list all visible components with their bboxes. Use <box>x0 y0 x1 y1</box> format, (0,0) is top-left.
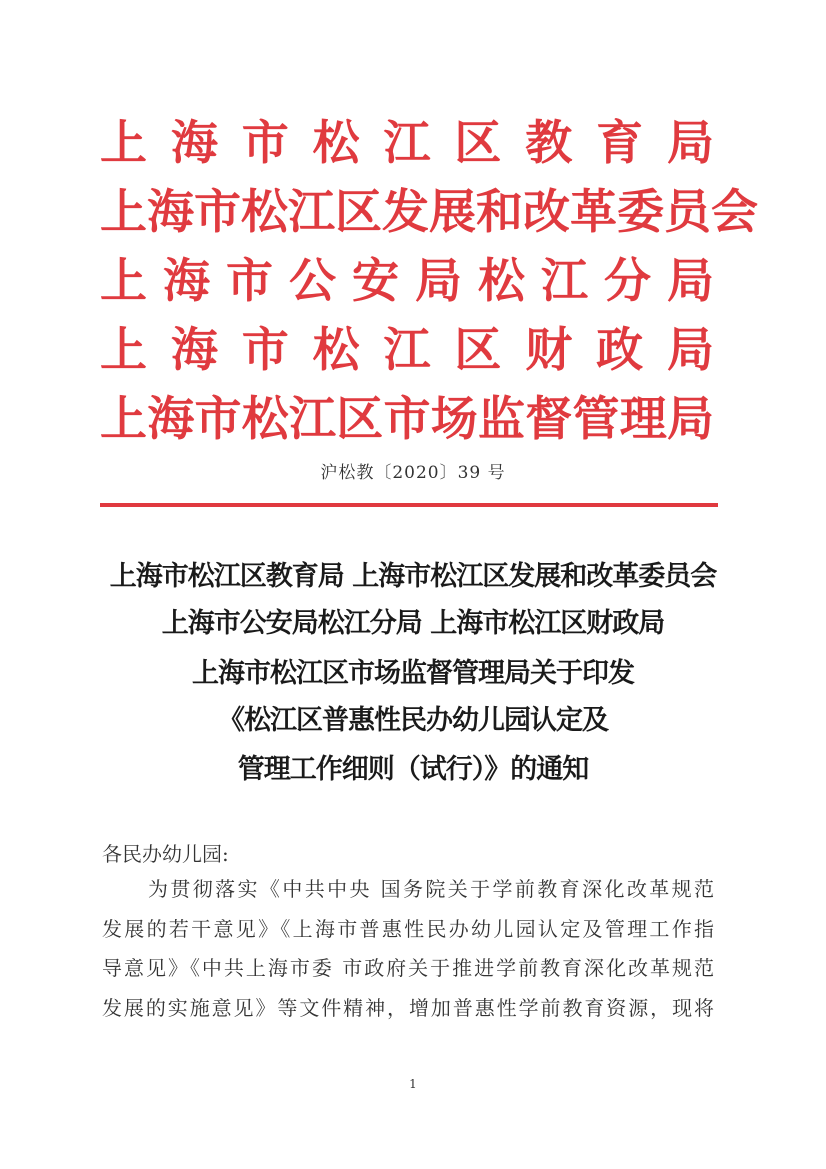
issuing-organization-1 <box>100 116 714 172</box>
body-text-line: 发展的实施意见》等文件精神，增加普惠性学前教育资源，现将 <box>102 996 714 1020</box>
document-title-line: 上海市松江区市场监督管理局关于印发 <box>192 658 634 689</box>
organization-character: 场 <box>430 392 478 447</box>
issuing-organization-3 <box>100 254 714 310</box>
organization-character: 海 <box>147 185 194 240</box>
organization-character: 安 <box>352 254 399 309</box>
organization-character: 区 <box>454 116 502 171</box>
organization-character: 上 <box>100 323 147 378</box>
organization-character: 革 <box>570 185 617 240</box>
organization-character: 区 <box>454 323 502 378</box>
organization-character: 分 <box>604 254 651 309</box>
organization-character: 管 <box>572 392 620 447</box>
organization-character: 和 <box>476 185 523 240</box>
organization-character: 海 <box>147 392 195 447</box>
organization-character: 发 <box>382 185 429 240</box>
document-title-line: 上海市公安局松江分局 上海市松江区财政局 <box>161 608 665 639</box>
organization-character: 松 <box>241 392 289 447</box>
organization-character: 育 <box>596 116 644 171</box>
issuing-organization-5 <box>100 392 714 448</box>
organization-character: 区 <box>336 392 384 447</box>
salutation: 各民办幼儿园: <box>102 842 229 866</box>
organization-character: 局 <box>667 254 714 309</box>
organization-character: 局 <box>415 254 462 309</box>
organization-character: 松 <box>478 254 525 309</box>
organization-character: 市 <box>241 116 289 171</box>
document-number: 沪松教〔2020〕39 号 <box>320 463 506 483</box>
organization-character: 上 <box>100 254 147 309</box>
organization-character: 督 <box>525 392 573 447</box>
organization-character: 江 <box>289 392 336 447</box>
page-number: 1 <box>409 1077 417 1091</box>
organization-character: 海 <box>163 254 210 309</box>
organization-character: 上 <box>100 185 147 240</box>
organization-character: 局 <box>667 392 714 447</box>
document-title-line: 管理工作细则（试行）》的通知 <box>237 754 589 785</box>
organization-character: 财 <box>525 323 573 378</box>
organization-character: 市 <box>226 254 273 309</box>
issuing-organization-2 <box>100 185 758 241</box>
body-text-line: 为贯彻落实《中共中央 国务院关于学前教育深化改革规范 <box>148 877 714 901</box>
organization-character: 委 <box>617 185 664 240</box>
organization-character: 江 <box>383 116 431 171</box>
organization-character: 教 <box>525 116 573 171</box>
organization-character: 会 <box>711 185 758 240</box>
document-title-line: 上海市松江区教育局 上海市松江区发展和改革委员会 <box>109 561 717 592</box>
organization-character: 海 <box>170 116 218 171</box>
organization-character: 海 <box>170 323 218 378</box>
organization-character: 局 <box>667 116 714 171</box>
organization-character: 松 <box>312 323 360 378</box>
organization-character: 市 <box>383 392 431 447</box>
body-text-line: 发展的若干意见》《上海市普惠性民办幼儿园认定及管理工作指 <box>102 917 714 941</box>
organization-character: 监 <box>478 392 525 447</box>
organization-character: 上 <box>100 116 147 171</box>
organization-character: 公 <box>289 254 336 309</box>
issuing-organization-4 <box>100 323 714 379</box>
red-divider-rule <box>100 503 718 507</box>
organization-character: 区 <box>335 185 382 240</box>
organization-character: 市 <box>194 392 242 447</box>
organization-character: 市 <box>241 323 289 378</box>
organization-character: 员 <box>664 185 711 240</box>
organization-character: 江 <box>383 323 431 378</box>
organization-character: 改 <box>523 185 570 240</box>
organization-character: 市 <box>194 185 241 240</box>
body-text-line: 导意见》《中共上海市委 市政府关于推进学前教育深化改革规范 <box>102 956 714 980</box>
document-title-line: 《松江区普惠性民办幼儿园认定及 <box>218 705 608 736</box>
organization-character: 江 <box>288 185 335 240</box>
organization-character: 松 <box>312 116 360 171</box>
organization-character: 松 <box>241 185 288 240</box>
organization-character: 展 <box>429 185 476 240</box>
organization-character: 政 <box>596 323 644 378</box>
organization-character: 江 <box>541 254 588 309</box>
organization-character: 局 <box>667 323 714 378</box>
organization-character: 上 <box>100 392 147 447</box>
organization-character: 理 <box>619 392 667 447</box>
